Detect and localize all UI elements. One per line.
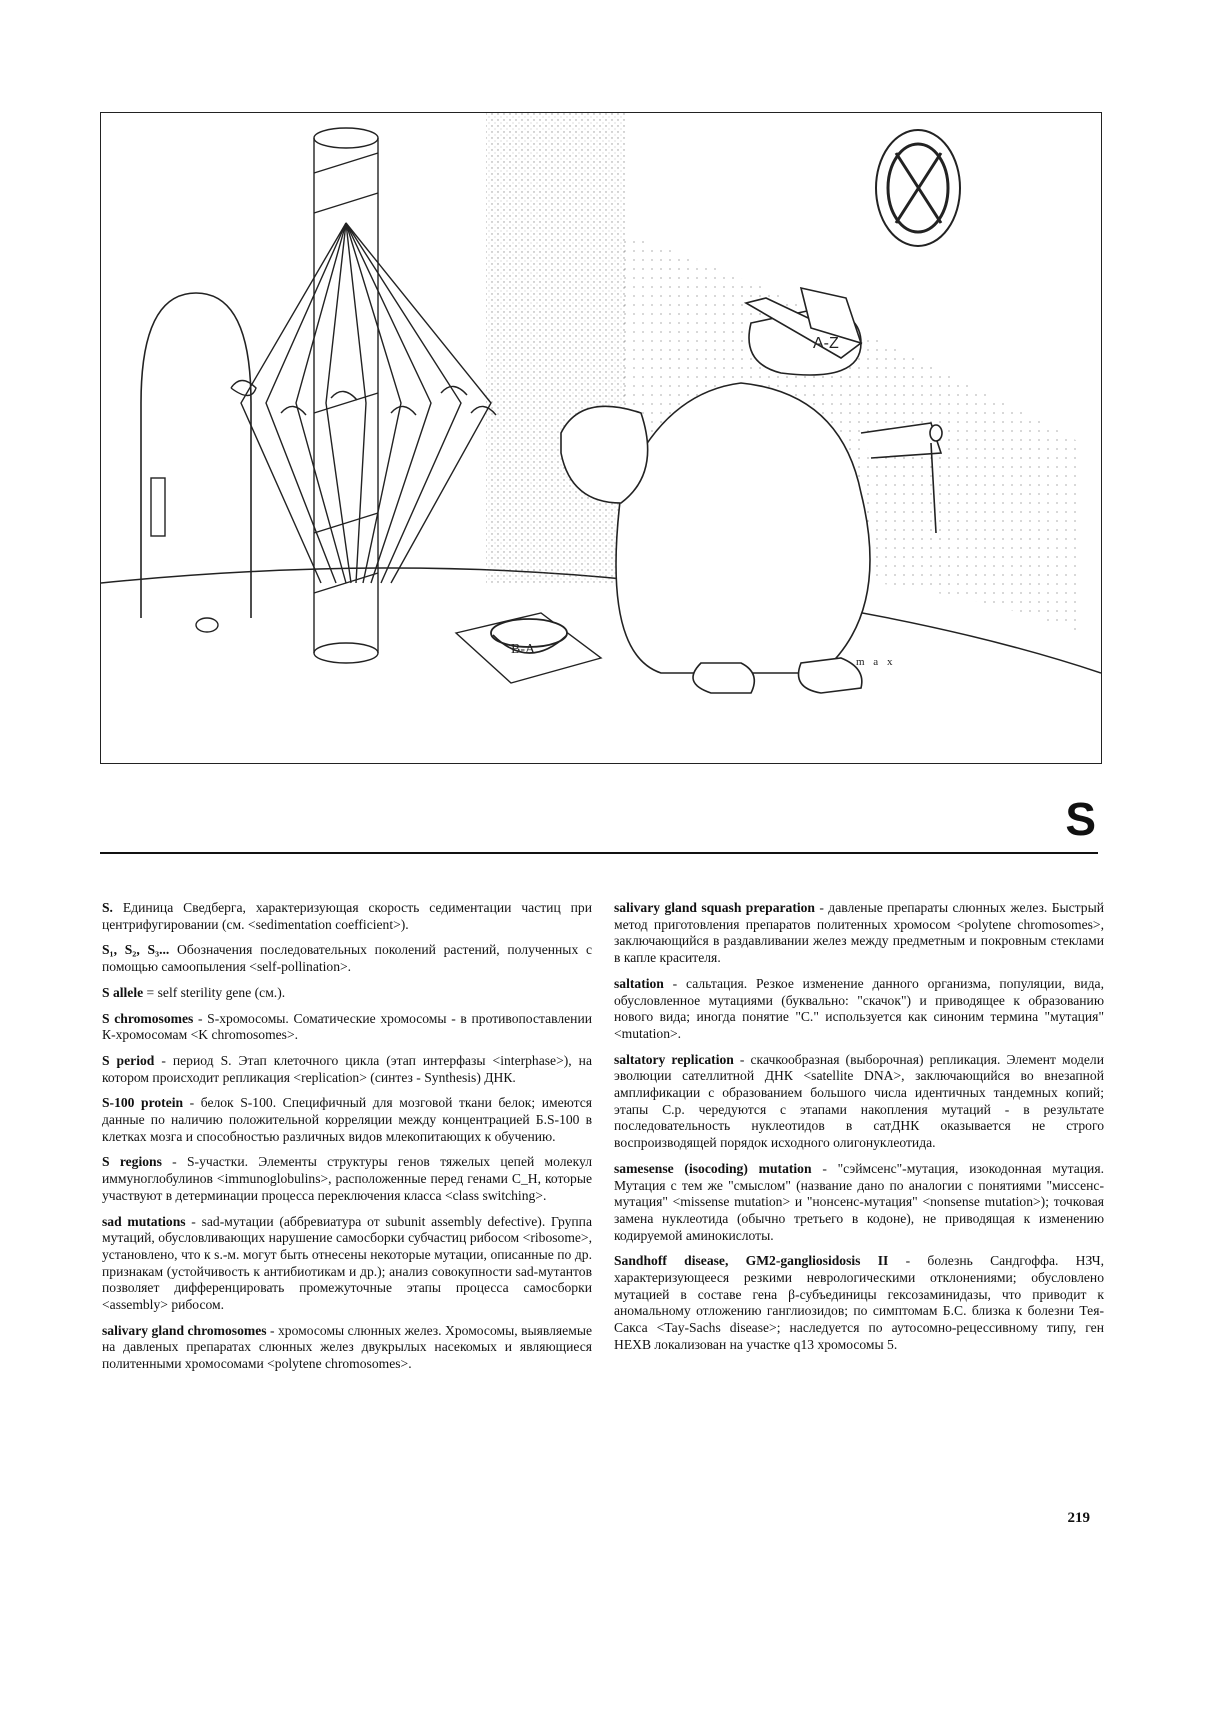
- artist-signature: m a x: [856, 656, 896, 668]
- header-rule: [100, 852, 1098, 854]
- entry-text: - давленые препараты слюнных желез. Быстрый метод приготовления препаратов политенных хромосом <polytene chromosomes>, заключающийся в раздавливании желез между предметным и покровным стеклами в капле красителя.: [614, 900, 1104, 966]
- entry-text: - S-участки. Элементы структуры генов тяжелых цепей молекул иммуноглобулинов <immunoglobulins>, расположенные перед генами C_H, которые участвуют в детерминации процесса переключения класса <class switching>.: [102, 1154, 592, 1203]
- entry-s-chromosomes: [102, 1011, 592, 1044]
- entry-s-allele: [102, 985, 592, 1002]
- entry-term: S allele: [102, 984, 144, 1000]
- entry-text: Обозначения последовательных поколений растений, полученных с помощью самоопыления <self-pollination>.: [102, 942, 592, 975]
- entry-salivary-gland-chromosomes: [102, 1323, 592, 1373]
- entry-text: - S-хромосомы. Соматические хромосомы - в противопоставлении К-хромосомам <K chromosomes>.: [102, 1010, 592, 1043]
- entry-text: - болезнь Сандгоффа. НЗЧ, характеризующееся резкими неврологическими отклонениями; обусловлено мутацией в составе гена β-субъединицы гексозаминидазы, что приводит к аномальному отложению ганглиозидов; по симптомам Б.С. близка к болезни Тея-Сакса <Tay-Sachs disease>; наследуется по аутосомно-рецессивному типу, ген HEXB локализован на участке q13 хромосомы 5.: [614, 1253, 1104, 1352]
- entry-term: salivary gland squash preparation: [614, 900, 815, 915]
- entry-saltation: [614, 976, 1104, 1043]
- bowl-on-mat: [456, 613, 601, 683]
- entry-text: - сальтация. Резкое изменение данного организма, популяции, вида, обусловленное мутациями (буквально: "скачок") и приводящее к образованию нового вида; иногда понятие "С." используется как синоним термина "мутация" <mutation>.: [614, 975, 1104, 1041]
- spindle-apparatus: [231, 128, 496, 663]
- entry-sad-mutations: [102, 1214, 592, 1314]
- entry-salivary-gland-squash: [614, 900, 1104, 967]
- entry-term: S period: [102, 1052, 155, 1068]
- page-number: 219: [1067, 1510, 1090, 1526]
- entry-term: saltatory replication: [614, 1051, 734, 1067]
- entry-term: Sandhoff disease, GM2-gangliosidosis II: [614, 1253, 889, 1269]
- entry-text: - sad-мутации (аббревиатура от subunit assembly defective). Группа мутаций, обусловливающих нарушение самосборки субчастиц рибосом <ribosome>, установлено, что к s.-м. могут быть отнесены некоторые мутации, описанные по др. признакам (устойчивость к антибиотикам и др.); анализ совокупности sad-мутантов позволяет дифференцировать промежуточные этапы процесса самосборки <assembly> рибосом.: [102, 1213, 592, 1313]
- entry-term: saltation: [614, 975, 664, 991]
- entry-s100-protein: [102, 1095, 592, 1145]
- entry-term: sad mutations: [102, 1213, 186, 1229]
- entry-sandhoff-disease: [614, 1253, 1104, 1353]
- stippled-pillar: [486, 113, 626, 583]
- section-letter: S: [1065, 793, 1096, 845]
- entry-text: - скачкообразная (выборочная) репликация. Элемент модели эволюции сателлитной ДНК <satellite DNA>, заключающийся во внезапной амплификации с образованием большого числа идентичных тандемных копий; этапы С.р. чередуются с этапами накопления мутаций - в результате последовательность нуклеотидов в сатДНК оказывается не строго воспроизводящей порядок исходного олигонуклеотида.: [614, 1051, 1104, 1151]
- entry-term: S-100 protein: [102, 1095, 184, 1111]
- entry-s-period: [102, 1053, 592, 1086]
- entry-text: = self sterility gene (см.).: [143, 984, 286, 1000]
- entry-s-regions: [102, 1154, 592, 1204]
- entry-text: Единица Сведберга, характеризующая скорость седиментации частиц при центрифугировании (см. <sedimentation coefficient>).: [102, 900, 592, 932]
- entry-samesense-mutation: [614, 1161, 1104, 1245]
- arched-door: [141, 293, 251, 618]
- entry-s: [102, 900, 592, 933]
- entry-text: - "сэймсенс"-мутация, изокодонная мутация. Мутация с тем же "смыслом" (название дано по аналогии с понятиями "миссенс-мутация" <missense mutation> и "нонсенс-мутация" <nonsense mutation>); точковая замена нуклеотида (обычно третьего в кодоне), не приводящая к изменению кодируемой аминокислоты.: [614, 1160, 1104, 1243]
- entry-text: - хромосомы слюнных желез. Хромосомы, выявляемые на давленых препаратах слюнных желез двукрылых насекомых и являющиеся политенными хромосомами <polytene chromosomes>.: [102, 1322, 592, 1372]
- entry-term: S₁, S₂, S₃...: [102, 942, 170, 958]
- left-column: [102, 900, 592, 1382]
- cartoon-illustration: [100, 112, 1102, 764]
- entry-saltatory-replication: [614, 1052, 1104, 1152]
- entry-term: S chromosomes: [102, 1010, 194, 1026]
- entry-text: - белок S-100. Специфичный для мозговой ткани белок; имеются данные по наличию положительной корреляции между концентрацией Б.S-100 в клетках мозга и способностью различных видов млекопитающих к обучению.: [102, 1095, 593, 1144]
- right-column: [614, 900, 1104, 1363]
- entry-s1-s2-s3: [102, 942, 592, 975]
- entry-term: salivary gland chromosomes: [102, 1322, 267, 1338]
- entry-term: S.: [102, 900, 113, 915]
- entry-term: S regions: [102, 1154, 162, 1170]
- svg-text:B-A: B-A: [511, 642, 536, 657]
- porthole-window: [876, 130, 960, 246]
- svg-text:A-Z: A-Z: [813, 335, 839, 352]
- entry-text: - период S. Этап клеточного цикла (этап интерфазы <interphase>), на котором происходит репликация <replication> (синтез - Synthesis) ДНК.: [102, 1052, 592, 1085]
- entry-term: samesense (isocoding) mutation: [614, 1160, 812, 1176]
